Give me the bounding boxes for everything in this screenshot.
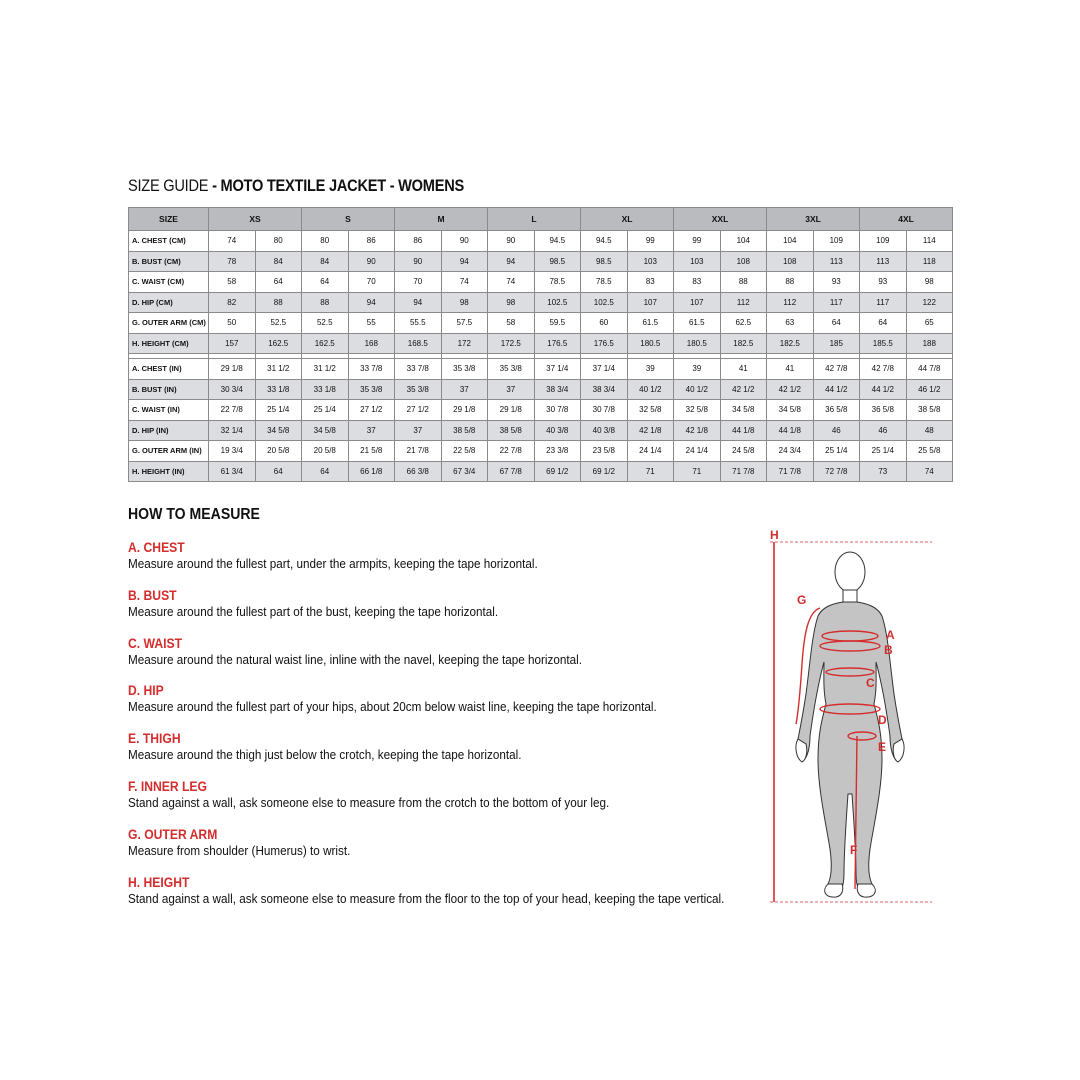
table-cell: 71 — [674, 461, 721, 482]
measure-item — [128, 588, 498, 620]
table-cell: 29 1/8 — [441, 400, 488, 421]
row-label: G. OUTER ARM (CM) — [129, 313, 209, 334]
how-to-measure-title: HOW TO MEASURE — [128, 506, 260, 523]
table-cell: 182.5 — [720, 333, 767, 354]
table-cell: 74 — [441, 272, 488, 293]
row-label: G. OUTER ARM (IN) — [129, 441, 209, 462]
measure-heading: G. OUTER ARM — [128, 826, 218, 842]
table-cell: 64 — [302, 272, 349, 293]
table-cell: 36 5/8 — [860, 400, 907, 421]
table-cell: 19 3/4 — [209, 441, 256, 462]
size-guide-title — [128, 176, 464, 196]
table-cell: 90 — [348, 251, 395, 272]
table-cell: 34 5/8 — [767, 400, 814, 421]
measure-heading: F. INNER LEG — [128, 779, 207, 794]
table-cell: 46 — [860, 420, 907, 441]
table-cell: 93 — [860, 272, 907, 293]
table-cell: 117 — [813, 292, 860, 313]
table-cell: 24 3/4 — [767, 441, 814, 462]
table-cell: 98.5 — [534, 251, 581, 272]
table-cell: 84 — [302, 251, 349, 272]
table-cell: 29 1/8 — [488, 400, 535, 421]
table-cell: 78.5 — [581, 272, 628, 293]
table-cell: 40 1/2 — [674, 379, 721, 400]
table-row — [129, 400, 953, 421]
table-cell: 90 — [441, 231, 488, 252]
table-cell: 42 1/2 — [767, 379, 814, 400]
row-label: B. BUST (CM) — [129, 251, 209, 272]
table-cell: 24 5/8 — [720, 441, 767, 462]
table-cell: 30 3/4 — [209, 379, 256, 400]
label-a: A — [886, 628, 895, 642]
table-cell: 61.5 — [627, 313, 674, 334]
table-cell: 99 — [674, 231, 721, 252]
measure-description: Measure around the thigh just below the crotch, keeping the tape horizontal. — [128, 747, 522, 763]
table-cell: 58 — [488, 313, 535, 334]
table-cell: 94 — [348, 292, 395, 313]
table-cell: 182.5 — [767, 333, 814, 354]
measure-item — [128, 683, 657, 715]
table-cell: 98.5 — [581, 251, 628, 272]
measure-heading: C. WAIST — [128, 635, 182, 651]
table-cell: 61.5 — [674, 313, 721, 334]
title-prefix: SIZE GUIDE — [128, 176, 209, 195]
table-cell: 24 1/4 — [627, 441, 674, 462]
table-cell: 33 7/8 — [395, 359, 442, 380]
table-cell: 104 — [720, 231, 767, 252]
table-cell: 94.5 — [581, 231, 628, 252]
table-cell: 82 — [209, 292, 256, 313]
table-cell: 25 5/8 — [906, 441, 953, 462]
table-cell: 103 — [627, 251, 674, 272]
measure-heading: E. THIGH — [128, 731, 181, 747]
table-cell: 78 — [209, 251, 256, 272]
table-row — [129, 420, 953, 441]
table-cell: 112 — [767, 292, 814, 313]
table-cell: 112 — [720, 292, 767, 313]
size-header-cell: XXL — [674, 208, 767, 231]
table-cell: 113 — [813, 251, 860, 272]
table-cell: 31 1/2 — [302, 359, 349, 380]
measure-description: Measure around the natural waist line, inline with the navel, keeping the tape horizontal. — [128, 651, 582, 667]
table-cell: 30 7/8 — [581, 400, 628, 421]
table-row — [129, 333, 953, 354]
table-cell: 98 — [906, 272, 953, 293]
table-cell: 122 — [906, 292, 953, 313]
table-cell: 58 — [209, 272, 256, 293]
table-cell: 69 1/2 — [581, 461, 628, 482]
table-cell: 38 3/4 — [534, 379, 581, 400]
table-cell: 168.5 — [395, 333, 442, 354]
table-cell: 67 7/8 — [488, 461, 535, 482]
table-cell: 37 — [488, 379, 535, 400]
table-cell: 44 1/8 — [767, 420, 814, 441]
table-cell: 50 — [209, 313, 256, 334]
table-cell: 27 1/2 — [395, 400, 442, 421]
table-cell: 25 1/4 — [860, 441, 907, 462]
table-cell: 62.5 — [720, 313, 767, 334]
row-label: A. CHEST (CM) — [129, 231, 209, 252]
row-label: D. HIP (IN) — [129, 420, 209, 441]
measure-description: Measure from shoulder (Humerus) to wrist. — [128, 842, 351, 858]
size-header-row — [129, 208, 953, 231]
table-cell: 44 1/2 — [860, 379, 907, 400]
table-cell: 36 5/8 — [813, 400, 860, 421]
table-row — [129, 231, 953, 252]
table-cell: 180.5 — [674, 333, 721, 354]
table-cell: 37 — [348, 420, 395, 441]
table-cell: 172 — [441, 333, 488, 354]
measure-heading: A. CHEST — [128, 540, 185, 555]
table-cell: 60 — [581, 313, 628, 334]
table-cell: 185 — [813, 333, 860, 354]
table-cell: 90 — [395, 251, 442, 272]
table-cell: 74 — [906, 461, 953, 482]
table-cell: 39 — [627, 359, 674, 380]
table-cell: 33 7/8 — [348, 359, 395, 380]
table-cell: 83 — [674, 272, 721, 293]
table-cell: 108 — [767, 251, 814, 272]
table-cell: 109 — [813, 231, 860, 252]
table-cell: 52.5 — [255, 313, 302, 334]
table-cell: 25 1/4 — [255, 400, 302, 421]
measure-description: Stand against a wall, ask someone else to measure from the floor to the top of your head, keeping the tape vertical. — [128, 890, 725, 906]
table-cell: 70 — [348, 272, 395, 293]
size-header-cell: 4XL — [860, 208, 953, 231]
table-cell: 74 — [488, 272, 535, 293]
table-cell: 88 — [302, 292, 349, 313]
row-label: D. HIP (CM) — [129, 292, 209, 313]
table-cell: 83 — [627, 272, 674, 293]
table-cell: 27 1/2 — [348, 400, 395, 421]
table-cell: 71 7/8 — [767, 461, 814, 482]
table-cell: 176.5 — [581, 333, 628, 354]
table-cell: 67 3/4 — [441, 461, 488, 482]
table-cell: 40 3/8 — [534, 420, 581, 441]
table-row — [129, 461, 953, 482]
table-cell: 37 1/4 — [534, 359, 581, 380]
table-row — [129, 313, 953, 334]
table-cell: 55 — [348, 313, 395, 334]
measure-item — [128, 827, 350, 859]
size-header-cell: M — [395, 208, 488, 231]
table-cell: 61 3/4 — [209, 461, 256, 482]
table-cell: 48 — [906, 420, 953, 441]
size-table — [128, 207, 953, 482]
measure-heading: D. HIP — [128, 683, 164, 699]
table-row — [129, 379, 953, 400]
table-cell: 118 — [906, 251, 953, 272]
table-cell: 42 1/8 — [674, 420, 721, 441]
table-cell: 72 7/8 — [813, 461, 860, 482]
table-cell: 176.5 — [534, 333, 581, 354]
title-separator: - — [208, 176, 221, 195]
table-row — [129, 359, 953, 380]
measure-heading: H. HEIGHT — [128, 874, 190, 890]
label-f: F — [850, 843, 858, 857]
size-header-cell: XS — [209, 208, 302, 231]
title-product: MOTO TEXTILE JACKET - WOMENS — [220, 176, 465, 195]
table-cell: 180.5 — [627, 333, 674, 354]
row-label: C. WAIST (CM) — [129, 272, 209, 293]
table-cell: 25 1/4 — [813, 441, 860, 462]
table-cell: 33 1/8 — [255, 379, 302, 400]
table-cell: 34 5/8 — [720, 400, 767, 421]
table-cell: 185.5 — [860, 333, 907, 354]
table-cell: 59.5 — [534, 313, 581, 334]
table-row — [129, 292, 953, 313]
table-cell: 57.5 — [441, 313, 488, 334]
table-cell: 88 — [255, 292, 302, 313]
table-cell: 22 5/8 — [441, 441, 488, 462]
table-cell: 71 — [627, 461, 674, 482]
table-cell: 86 — [348, 231, 395, 252]
measure-item — [128, 540, 538, 572]
table-cell: 94.5 — [534, 231, 581, 252]
table-cell: 22 7/8 — [488, 441, 535, 462]
table-cell: 80 — [255, 231, 302, 252]
table-cell: 63 — [767, 313, 814, 334]
table-cell: 73 — [860, 461, 907, 482]
table-cell: 37 — [395, 420, 442, 441]
table-cell: 66 1/8 — [348, 461, 395, 482]
table-cell: 78.5 — [534, 272, 581, 293]
table-cell: 117 — [860, 292, 907, 313]
table-cell: 107 — [674, 292, 721, 313]
table-cell: 168 — [348, 333, 395, 354]
table-cell: 23 5/8 — [581, 441, 628, 462]
table-cell: 30 7/8 — [534, 400, 581, 421]
size-header-cell: L — [488, 208, 581, 231]
table-cell: 44 1/2 — [813, 379, 860, 400]
table-row — [129, 251, 953, 272]
table-cell: 20 5/8 — [302, 441, 349, 462]
row-label: A. CHEST (IN) — [129, 359, 209, 380]
table-cell: 37 1/4 — [581, 359, 628, 380]
row-label: C. WAIST (IN) — [129, 400, 209, 421]
table-cell: 35 3/8 — [395, 379, 442, 400]
size-header-label: SIZE — [129, 208, 209, 231]
table-cell: 40 3/8 — [581, 420, 628, 441]
table-cell: 21 5/8 — [348, 441, 395, 462]
table-cell: 108 — [720, 251, 767, 272]
table-cell: 33 1/8 — [302, 379, 349, 400]
table-cell: 64 — [860, 313, 907, 334]
size-header-cell: XL — [581, 208, 674, 231]
table-cell: 65 — [906, 313, 953, 334]
table-cell: 32 5/8 — [627, 400, 674, 421]
table-cell: 42 1/8 — [627, 420, 674, 441]
table-cell: 32 1/4 — [209, 420, 256, 441]
table-cell: 38 3/4 — [581, 379, 628, 400]
table-cell: 42 7/8 — [813, 359, 860, 380]
table-cell: 157 — [209, 333, 256, 354]
measure-description: Measure around the fullest part of your hips, about 20cm below waist line, keeping the tape horizontal. — [128, 699, 657, 715]
table-cell: 23 3/8 — [534, 441, 581, 462]
measurement-figure — [760, 524, 940, 908]
table-cell: 88 — [767, 272, 814, 293]
measure-item — [128, 875, 724, 907]
table-cell: 114 — [906, 231, 953, 252]
table-cell: 94 — [488, 251, 535, 272]
table-cell: 109 — [860, 231, 907, 252]
table-cell: 25 1/4 — [302, 400, 349, 421]
table-cell: 93 — [813, 272, 860, 293]
table-cell: 94 — [395, 292, 442, 313]
measure-heading: B. BUST — [128, 587, 177, 603]
table-cell: 64 — [302, 461, 349, 482]
label-e: E — [878, 740, 887, 754]
measure-description: Measure around the fullest part, under the armpits, keeping the tape horizontal. — [128, 556, 538, 571]
table-cell: 98 — [488, 292, 535, 313]
size-header-cell: 3XL — [767, 208, 860, 231]
table-cell: 32 5/8 — [674, 400, 721, 421]
table-cell: 104 — [767, 231, 814, 252]
table-cell: 84 — [255, 251, 302, 272]
table-cell: 22 7/8 — [209, 400, 256, 421]
row-label: B. BUST (IN) — [129, 379, 209, 400]
table-cell: 113 — [860, 251, 907, 272]
table-cell: 40 1/2 — [627, 379, 674, 400]
table-cell: 74 — [209, 231, 256, 252]
table-row — [129, 272, 953, 293]
table-cell: 64 — [813, 313, 860, 334]
table-cell: 42 1/2 — [720, 379, 767, 400]
table-cell: 38 5/8 — [488, 420, 535, 441]
table-cell: 41 — [720, 359, 767, 380]
table-cell: 90 — [488, 231, 535, 252]
table-cell: 35 3/8 — [348, 379, 395, 400]
label-b: B — [884, 643, 893, 657]
table-cell: 188 — [906, 333, 953, 354]
table-cell: 66 3/8 — [395, 461, 442, 482]
table-cell: 44 1/8 — [720, 420, 767, 441]
table-cell: 34 5/8 — [302, 420, 349, 441]
label-h: H — [770, 528, 779, 542]
table-cell: 38 5/8 — [906, 400, 953, 421]
table-cell: 55.5 — [395, 313, 442, 334]
measure-item — [128, 779, 609, 811]
table-cell: 98 — [441, 292, 488, 313]
table-cell: 42 7/8 — [860, 359, 907, 380]
label-d: D — [878, 713, 887, 727]
table-cell: 46 — [813, 420, 860, 441]
measure-description: Measure around the fullest part of the bust, keeping the tape horizontal. — [128, 603, 499, 619]
table-row — [129, 441, 953, 462]
table-cell: 35 3/8 — [488, 359, 535, 380]
table-cell: 24 1/4 — [674, 441, 721, 462]
row-label: H. HEIGHT (IN) — [129, 461, 209, 482]
table-cell: 20 5/8 — [255, 441, 302, 462]
measure-description: Stand against a wall, ask someone else to measure from the crotch to the bottom of your leg. — [128, 795, 610, 810]
table-cell: 103 — [674, 251, 721, 272]
table-cell: 69 1/2 — [534, 461, 581, 482]
table-cell: 99 — [627, 231, 674, 252]
table-cell: 64 — [255, 272, 302, 293]
table-cell: 37 — [441, 379, 488, 400]
table-cell: 94 — [441, 251, 488, 272]
size-header-cell: S — [302, 208, 395, 231]
table-cell: 52.5 — [302, 313, 349, 334]
table-cell: 162.5 — [255, 333, 302, 354]
label-c: C — [866, 676, 875, 690]
row-label: H. HEIGHT (CM) — [129, 333, 209, 354]
table-cell: 107 — [627, 292, 674, 313]
table-cell: 64 — [255, 461, 302, 482]
table-cell: 38 5/8 — [441, 420, 488, 441]
table-cell: 39 — [674, 359, 721, 380]
table-cell: 70 — [395, 272, 442, 293]
table-cell: 21 7/8 — [395, 441, 442, 462]
table-cell: 162.5 — [302, 333, 349, 354]
table-cell: 102.5 — [581, 292, 628, 313]
table-cell: 34 5/8 — [255, 420, 302, 441]
table-cell: 29 1/8 — [209, 359, 256, 380]
table-cell: 44 7/8 — [906, 359, 953, 380]
table-cell: 46 1/2 — [906, 379, 953, 400]
measure-item — [128, 636, 582, 668]
table-cell: 86 — [395, 231, 442, 252]
table-cell: 35 3/8 — [441, 359, 488, 380]
table-cell: 102.5 — [534, 292, 581, 313]
table-cell: 88 — [720, 272, 767, 293]
measure-item — [128, 731, 522, 763]
table-cell: 31 1/2 — [255, 359, 302, 380]
table-cell: 80 — [302, 231, 349, 252]
table-cell: 71 7/8 — [720, 461, 767, 482]
label-g: G — [797, 593, 807, 607]
table-cell: 172.5 — [488, 333, 535, 354]
table-cell: 41 — [767, 359, 814, 380]
